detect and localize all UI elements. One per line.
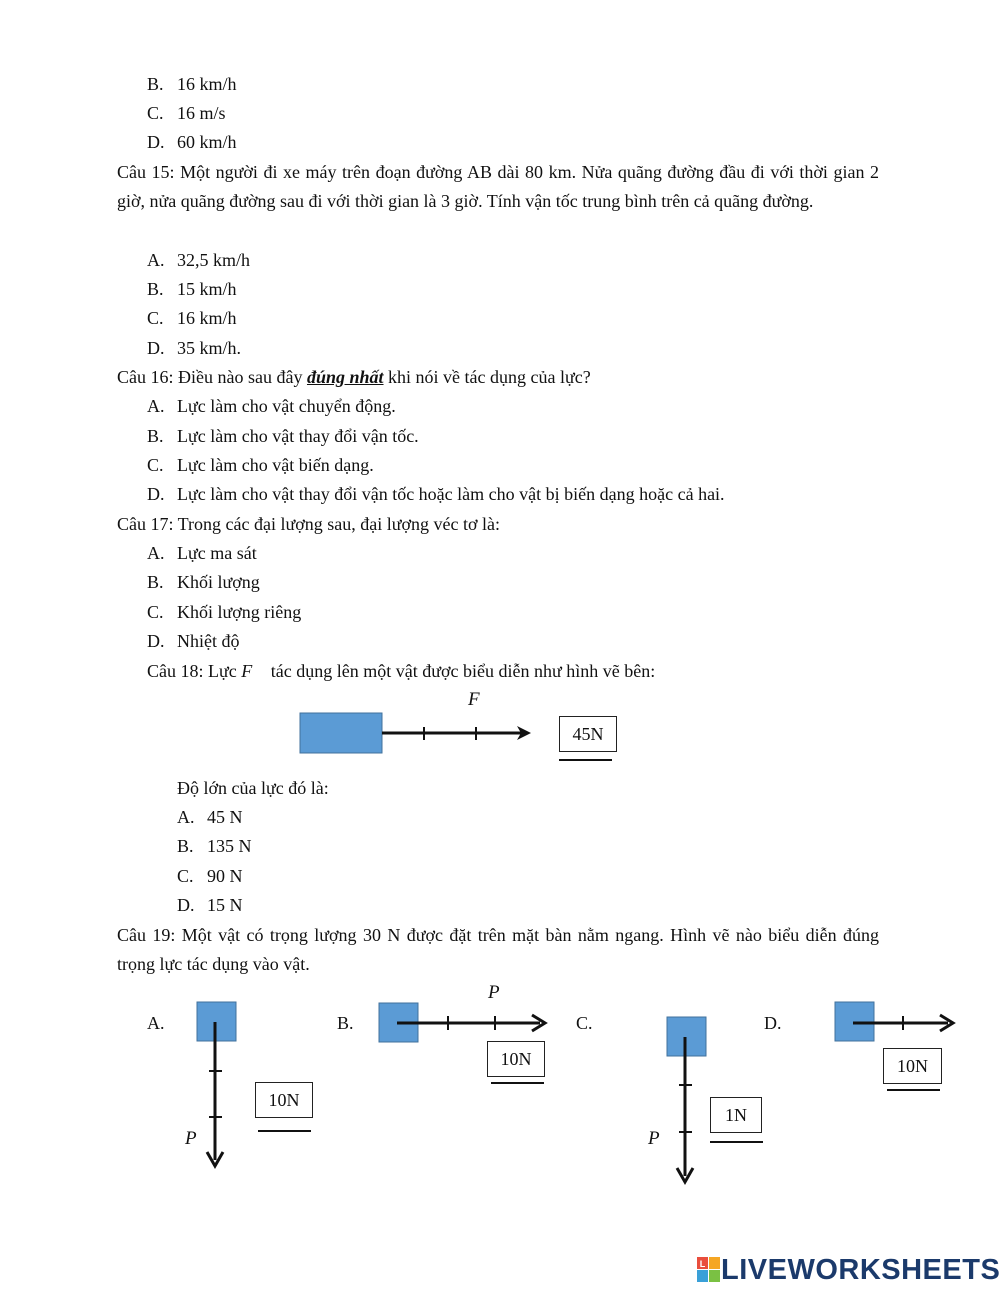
q19-text: Câu 19: Một vật có trọng lượng 30 N được đặt trên mặt bàn nằm ngang. Hình vẽ nào biểu diễn đúng trọng lực tác dụng vào vật. <box>117 925 879 975</box>
q19-b-arrowhead <box>532 1015 545 1031</box>
q16-option-c[interactable]: C. Lực làm cho vật biến dạng. <box>147 455 374 475</box>
q19-d-arrowhead <box>940 1015 953 1031</box>
q19-c-block <box>667 1017 706 1056</box>
q18-block <box>300 713 382 753</box>
q18-option-b[interactable]: B. 135 N <box>177 836 252 856</box>
q19-a-scale-bar <box>258 1130 311 1132</box>
q19-c-scale-box: 1N <box>710 1097 762 1133</box>
q15-option-b[interactable]: B. 15 km/h <box>147 279 237 299</box>
q15-option-c[interactable]: C. 16 km/h <box>147 308 237 328</box>
q16-option-a[interactable]: A. Lực làm cho vật chuyển động. <box>147 396 396 416</box>
logo-badge-icon <box>697 1257 721 1283</box>
q18-scale-box: 45N <box>559 716 617 752</box>
q18-vector-label: F⃗ <box>468 689 495 710</box>
liveworksheets-logo[interactable] <box>697 1252 1000 1288</box>
q18-subquestion: Độ lớn của lực đó là: <box>177 778 329 798</box>
q19-b-scale-box: 10N <box>487 1041 545 1077</box>
q19-d-scale-box: 10N <box>883 1048 942 1084</box>
q19-figure-d <box>835 1002 953 1041</box>
q17-option-d[interactable]: D. Nhiệt độ <box>147 631 240 651</box>
q18-option-c[interactable]: C. 90 N <box>177 866 243 886</box>
badge-letters: L <box>699 1259 706 1269</box>
q19-a-arrowhead <box>207 1152 223 1166</box>
q16-text: Câu 16: Điều nào sau đây đúng nhất khi nói về tác dụng của lực? <box>117 367 591 387</box>
q17-option-a[interactable]: A. Lực ma sát <box>147 543 257 563</box>
q18-option-d[interactable]: D. 15 N <box>177 895 243 915</box>
q19-b-block <box>379 1003 418 1042</box>
q18-text: Câu 18: Lực F⃗ tác dụng lên một vật được biểu diễn như hình vẽ bên: <box>147 661 656 681</box>
q18-arrowhead <box>517 726 531 740</box>
q16-option-b[interactable]: B. Lực làm cho vật thay đổi vận tốc. <box>147 426 419 446</box>
q19-c-vector-label: P⃗ <box>648 1128 675 1149</box>
q19-option-d[interactable]: D. <box>764 1013 782 1033</box>
logo-text: LIVEWORKSHEETS <box>721 1253 1000 1286</box>
q16-option-d[interactable]: D. Lực làm cho vật thay đổi vận tốc hoặc làm cho vật bị biến dạng hoặc cả hai. <box>147 484 725 504</box>
q19-c-scale-bar <box>710 1141 763 1143</box>
q15-text: Câu 15: Một người đi xe máy trên đoạn đường AB dài 80 km. Nửa quãng đường đầu đi với thời gian 2 giờ, nửa quãng đường sau đi với thời gian là 3 giờ. Tính vận tốc trung bình trên cả quãng đường. <box>117 162 879 212</box>
q19-a-block <box>197 1002 236 1041</box>
q19-b-vector-label: P⃗ <box>488 982 515 1003</box>
q18-option-a[interactable]: A. 45 N <box>177 807 243 827</box>
q17-option-c[interactable]: C. Khối lượng riêng <box>147 602 302 622</box>
q19-option-c[interactable]: C. <box>576 1013 593 1033</box>
force-symbol: F⃗ <box>241 661 267 681</box>
q19-option-a[interactable]: A. <box>147 1013 165 1033</box>
q17-text: Câu 17: Trong các đại lượng sau, đại lượng véc tơ là: <box>117 514 501 534</box>
q19-c-arrowhead <box>677 1168 693 1182</box>
q19-figure-b <box>379 1003 545 1042</box>
q14-option-b[interactable]: B. 16 km/h <box>147 74 237 94</box>
q19-d-block <box>835 1002 874 1041</box>
q15-option-a[interactable]: A. 32,5 km/h <box>147 250 251 270</box>
q15-option-d[interactable]: D. 35 km/h. <box>147 338 242 358</box>
q19-figure-c <box>667 1017 706 1182</box>
q19-d-scale-bar <box>887 1089 940 1091</box>
q18-scale-bar <box>559 759 612 761</box>
q17-option-b[interactable]: B. Khối lượng <box>147 572 260 592</box>
q19-b-scale-bar <box>491 1082 544 1084</box>
q19-option-b[interactable]: B. <box>337 1013 354 1033</box>
q19-a-scale-box: 10N <box>255 1082 313 1118</box>
q14-option-c[interactable]: C. 16 m/s <box>147 103 226 123</box>
q16-emphasis: đúng nhất <box>306 367 384 387</box>
q19-a-vector-label: P⃗ <box>185 1128 212 1149</box>
q14-option-d[interactable]: D. 60 km/h <box>147 132 237 152</box>
